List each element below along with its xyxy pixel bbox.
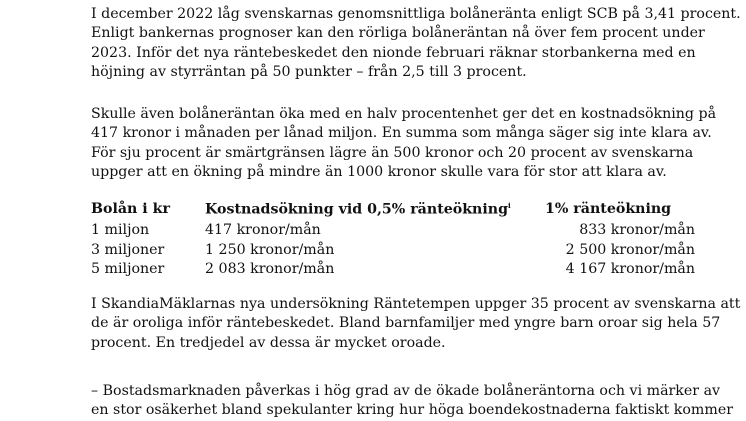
paragraph-survey <box>91 295 741 353</box>
text-line: I december 2022 låg svenskarnas genomsnittliga bolåneränta enligt SCB på 3,41 procent. <box>91 6 741 22</box>
cell-half-percent: 1 250 kronor/mån <box>205 241 335 258</box>
cell-loan: 5 miljoner <box>91 260 165 277</box>
text-line: uppger att en ökning på mindre än 1000 kronor skulle vara för stor att klara av. <box>91 163 667 180</box>
paragraph-interest-rate-intro <box>91 5 741 82</box>
header-loan-amount: Bolån i kr <box>91 201 170 217</box>
cost-increase-table <box>91 201 695 280</box>
table-header-row <box>91 201 695 222</box>
text-line: För sju procent är smärtgränsen lägre än 500 kronor och 20 procent av svenskarna <box>91 144 694 161</box>
cell-loan: 1 miljon <box>91 222 150 239</box>
header-one-percent: 1% ränteökning <box>545 201 672 217</box>
cell-half-percent: 417 kronor/mån <box>205 222 321 239</box>
text-line: en stor osäkerhet bland spekulanter kring hur höga boendekostnaderna faktiskt kommer <box>91 402 733 419</box>
text-line: Skulle även bolåneräntan öka med en halv procentenhet ger det en kostnadsökning på <box>91 106 717 122</box>
text-line: höjning av styrräntan på 50 punkter – från 2,5 till 3 procent. <box>91 63 527 80</box>
table-row <box>91 242 695 261</box>
header-half-percent-label: Kostnadsökning vid 0,5% ränteökning <box>205 201 509 218</box>
text-line: I SkandiaMäklarnas nya undersökning Räntetempen uppger 35 procent av svenskarna att <box>91 296 741 312</box>
text-line: 2023. Inför det nya räntebeskedet den nionde februari räknar storbankerna med en <box>91 44 696 61</box>
footnote-marker: i <box>508 201 511 210</box>
header-half-percent <box>205 201 545 222</box>
cell-one-percent: 833 kronor/mån <box>579 222 695 239</box>
cell-half-percent: 2 083 kronor/mån <box>205 260 335 277</box>
text-line: procent. En tredjedel av dessa är mycket oroade. <box>91 334 446 351</box>
cell-loan: 3 miljoner <box>91 241 165 258</box>
paragraph-quote <box>91 382 733 421</box>
paragraph-cost-increase <box>91 105 717 182</box>
cell-one-percent: 4 167 kronor/mån <box>565 260 695 277</box>
text-line: 417 kronor i månaden per lånad miljon. En summa som många säger sig inte klara av. <box>91 125 712 142</box>
text-line: de är oroliga inför räntebeskedet. Bland barnfamiljer med yngre barn oroar sig hela 57 <box>91 315 721 332</box>
text-line: – Bostadsmarknaden påverkas i hög grad av de ökade bolåneräntorna och vi märker av <box>91 383 721 399</box>
text-line: Enligt bankernas prognoser kan den rörliga bolåneräntan nå över fem procent under <box>91 25 705 42</box>
table-row <box>91 261 695 280</box>
table-row <box>91 222 695 241</box>
cell-one-percent: 2 500 kronor/mån <box>565 241 695 258</box>
